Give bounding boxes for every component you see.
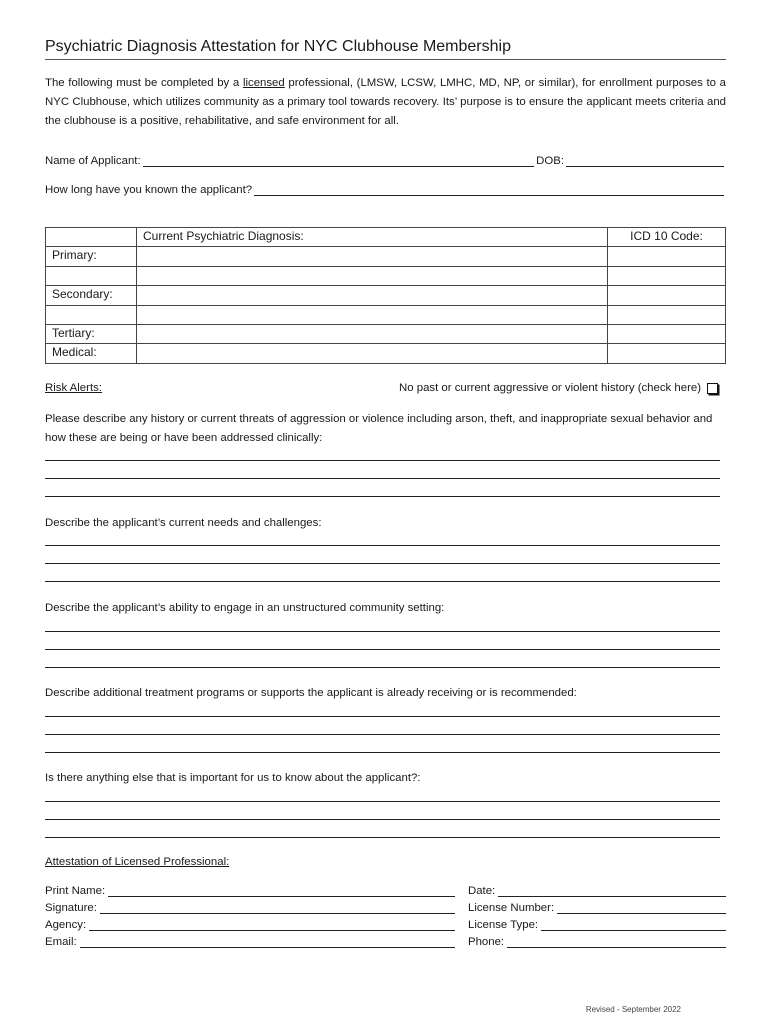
- row-label: Tertiary:: [46, 324, 137, 343]
- diagnosis-header: Current Psychiatric Diagnosis:: [137, 228, 608, 247]
- row-label: [46, 305, 137, 324]
- answer-line[interactable]: [45, 716, 720, 717]
- license-type-row: [468, 918, 726, 931]
- icd-cell[interactable]: [608, 286, 726, 305]
- name-label: Name of Applicant:: [45, 155, 141, 167]
- answer-line[interactable]: [45, 667, 720, 668]
- question-other: Is there anything else that is important for us to know about the applicant?:: [45, 772, 421, 784]
- license-type-field[interactable]: [541, 918, 726, 931]
- icd-header: ICD 10 Code:: [608, 228, 726, 247]
- phone-label: Phone:: [468, 936, 505, 948]
- table-row: [46, 305, 726, 324]
- table-row: [46, 344, 726, 363]
- print-name-field[interactable]: [108, 884, 455, 897]
- answer-line[interactable]: [45, 837, 720, 838]
- email-label: Email:: [45, 936, 77, 948]
- risk-alerts-label: Risk Alerts:: [45, 382, 102, 394]
- agency-label: Agency:: [45, 919, 87, 931]
- row-label: [46, 228, 137, 247]
- diagnosis-cell[interactable]: [137, 305, 608, 324]
- answer-line[interactable]: [45, 819, 720, 820]
- checkbox-icon[interactable]: [707, 383, 718, 394]
- question-community: Describe the applicant’s ability to engage in an unstructured community setting:: [45, 602, 445, 614]
- answer-line[interactable]: [45, 649, 720, 650]
- dob-label: DOB:: [536, 155, 564, 167]
- print-name-label: Print Name:: [45, 885, 106, 897]
- license-number-row: [468, 901, 726, 914]
- icd-cell[interactable]: [608, 344, 726, 363]
- date-row: [468, 884, 726, 897]
- date-field[interactable]: [498, 884, 726, 897]
- license-type-label: License Type:: [468, 919, 539, 931]
- row-label: [46, 266, 137, 285]
- signature-label: Signature:: [45, 902, 97, 914]
- diagnosis-cell[interactable]: [137, 247, 608, 266]
- known-row: [45, 183, 726, 196]
- answer-line[interactable]: [45, 801, 720, 802]
- page-title: Psychiatric Diagnosis Attestation for NYC Clubhouse Membership: [45, 38, 726, 60]
- table-row: [46, 286, 726, 305]
- phone-row: [468, 935, 726, 948]
- known-label: How long have you known the applicant?: [45, 184, 253, 196]
- no-violence-checkbox-group[interactable]: [399, 382, 718, 394]
- question-treatment: Describe additional treatment programs or supports the applicant is already receiving or is recommended:: [45, 687, 577, 699]
- revision-footer: Revised - September 2022: [585, 1005, 681, 1014]
- row-label: Primary:: [46, 247, 137, 266]
- answer-line[interactable]: [45, 563, 720, 564]
- no-violence-checkbox-label: No past or current aggressive or violent history (check here): [399, 382, 701, 394]
- icd-cell[interactable]: [608, 247, 726, 266]
- table-row: [46, 266, 726, 285]
- print-name-row: [45, 884, 455, 897]
- signature-field[interactable]: [100, 901, 455, 914]
- question-needs: Describe the applicant’s current needs and challenges:: [45, 517, 322, 529]
- icd-cell[interactable]: [608, 266, 726, 285]
- answer-line[interactable]: [45, 545, 720, 546]
- answer-line[interactable]: [45, 734, 720, 735]
- license-number-field[interactable]: [557, 901, 726, 914]
- answer-line[interactable]: [45, 496, 720, 497]
- date-label: Date:: [468, 885, 496, 897]
- answer-line[interactable]: [45, 752, 720, 753]
- table-row: [46, 324, 726, 343]
- diagnosis-cell[interactable]: [137, 344, 608, 363]
- question-aggression: Please describe any history or current threats of aggression or violence including arson, theft, and inappropriate sexual behavior and how these are being or have been addressed clinically:: [45, 413, 713, 444]
- diagnosis-cell[interactable]: [137, 286, 608, 305]
- answer-line[interactable]: [45, 581, 720, 582]
- agency-field[interactable]: [89, 918, 455, 931]
- table-row: [46, 228, 726, 247]
- known-field[interactable]: [254, 183, 724, 196]
- icd-cell[interactable]: [608, 324, 726, 343]
- signature-row: [45, 901, 455, 914]
- email-field[interactable]: [80, 935, 455, 948]
- intro-paragraph: The following must be completed by a licensed professional, (LMSW, LCSW, LMHC, MD, NP, or similar), for enrollment purposes to a NYC Clubhouse, which utilizes community as a primary tool towards recovery. Its’ purpose is to ensure the applicant meets criteria and the clubhouse is a positive, rehabilitative, and safe environment for all.: [45, 77, 726, 127]
- applicant-row: [45, 154, 726, 167]
- answer-line[interactable]: [45, 478, 720, 479]
- answer-line[interactable]: [45, 460, 720, 461]
- attestation-heading: Attestation of Licensed Professional:: [45, 856, 230, 868]
- phone-field[interactable]: [507, 935, 726, 948]
- dob-field[interactable]: [566, 154, 724, 167]
- agency-row: [45, 918, 455, 931]
- license-number-label: License Number:: [468, 902, 555, 914]
- diagnosis-cell[interactable]: [137, 324, 608, 343]
- diagnosis-cell[interactable]: [137, 266, 608, 285]
- name-field[interactable]: [143, 154, 535, 167]
- row-label: Secondary:: [46, 286, 137, 305]
- row-label: Medical:: [46, 344, 137, 363]
- email-row: [45, 935, 455, 948]
- icd-cell[interactable]: [608, 305, 726, 324]
- answer-line[interactable]: [45, 631, 720, 632]
- table-row: [46, 247, 726, 266]
- diagnosis-table: [45, 227, 726, 364]
